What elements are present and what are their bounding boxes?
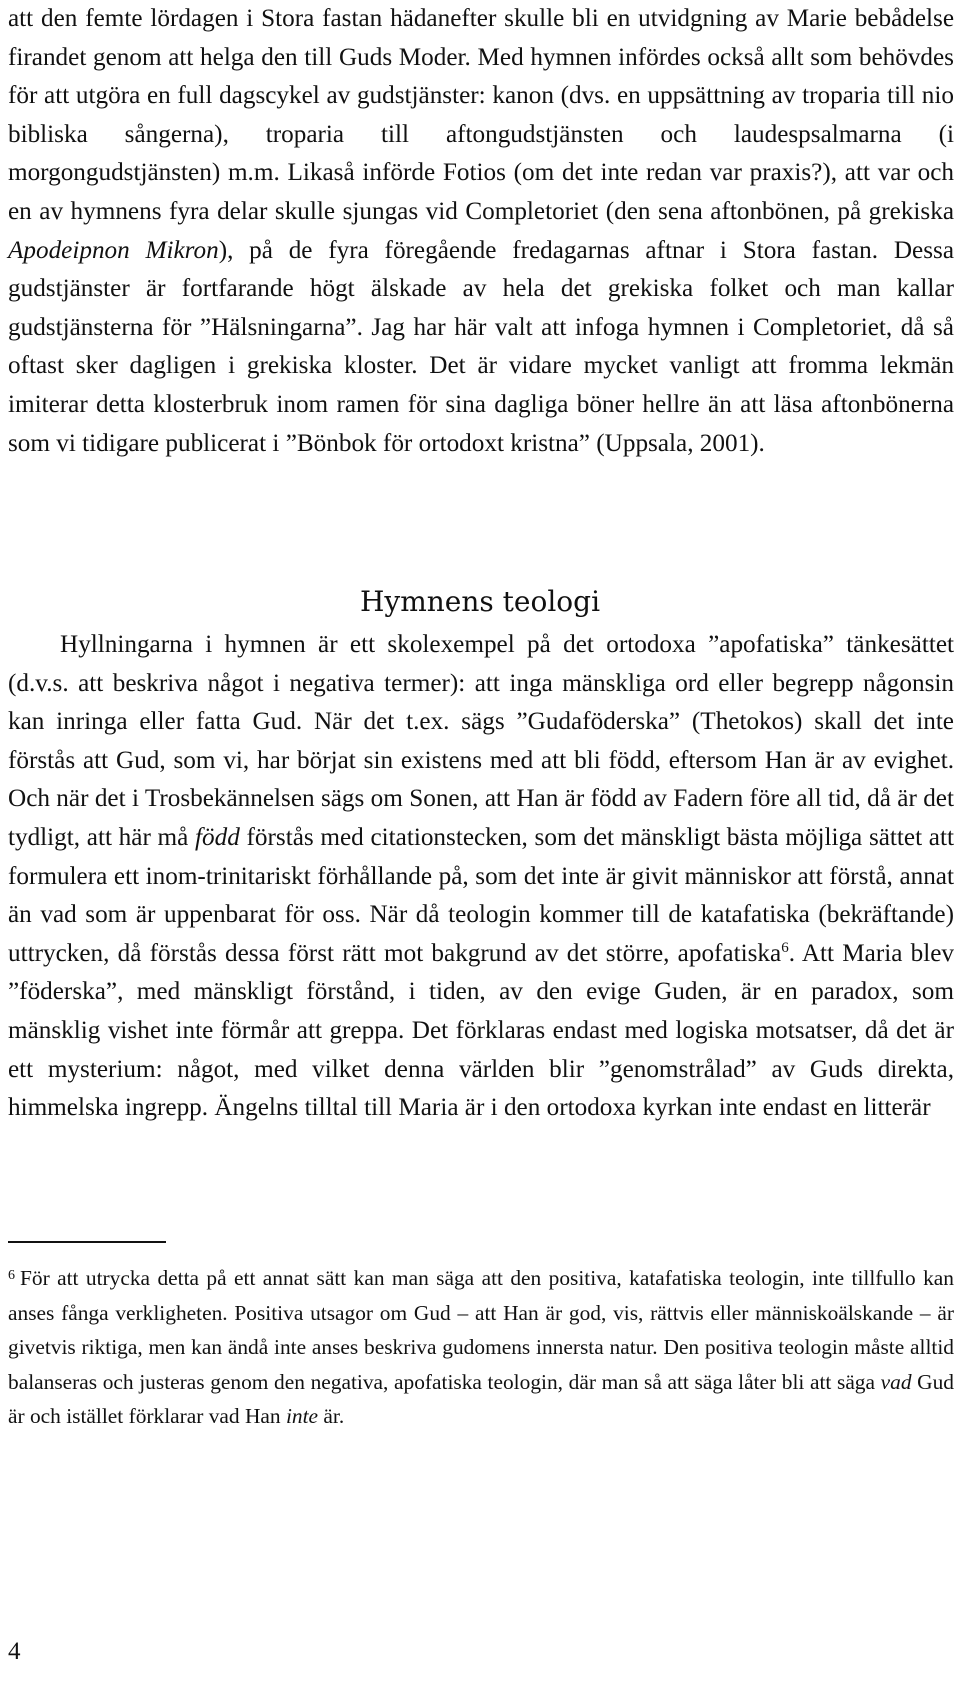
italic-term: inte [285,1404,319,1429]
footnote-number: 6 [8,1268,15,1283]
italic-term: Apodeipnon Mikron [8,236,219,264]
italic-term: vad [880,1369,912,1394]
text-run: Gud är och istället förklarar vad Han [8,1369,955,1429]
footnote-reference: 6 [781,939,789,956]
text-run: att den femte lördagen i Stora fastan hädanefter skulle bli en utvidgning av Marie bebådelse firandet genom att helga den till Guds Moder. Med hymnen infördes också allt som behövdes för att utgöra en full dagscykel av gudstjänster: kanon (dvs. en uppsättning av troparia till nio bibliska sångerna), troparia till aftongudstjänsten och laudespsalmarna (i morgongudstjänsten) m.m. Likaså införde Fotios (om det inte redan var praxis?), att var och en av hymnens fyra delar skulle sjungas vid Completoriet (den sena aftonbönen, på grekiska [8,5,954,225]
section-heading: Hymnens teologi [359,585,601,618]
paragraph-text [8,626,954,1128]
text-run: För att utrycka detta på ett annat sätt kan man säga att den positiva, katafatiska teologin, inte tillfullo kan anses fånga verkligheten. Positiva utsagor om Gud – att Han är god, vis, rättvis eller människoälskande – är givetvis riktiga, men kan ändå inte anses beskriva gudomens innersta natur. Den positiva teologin måste alltid balanseras och justeras genom den negativa, apofatiska teologin, där man så att säga låter bli att säga [8,1266,954,1394]
text-run: är. [318,1404,345,1429]
text-run: Hyllningarna i hymnen är ett skolexempel på det ortodoxa ”apofatiska” tänkesättet (d.v.s. att beskriva något i negativa termer): att inga mänskliga ord eller begrepp någonsin kan inringa eller fatta Gud. När det t.ex. sägs ”Gudaföderska” (Thetokos) skall det inte förstås att Gud, som vi, har börjat sin existens med att bli född, eftersom Han är av evighet. Och när det i Trosbekännelsen sägs om Sonen, att Han är född av Fadern före all tid, då är det tydligt, att här må [8,631,954,851]
italic-term: född [195,823,240,851]
body-paragraph-1 [8,0,954,463]
footnote [8,1261,954,1434]
text-run: ), på de fyra föregående fredagarnas aftnar i Stora fastan. Dessa gudstjänster är fortfarande högt älskade av hela det grekiska folket och man kallar gudstjänsterna för ”Hälsningarna”. Jag har här valt att infoga hymnen i Completoriet, då så oftast sker dagligen i grekiska kloster. Det är vidare mycket vanligt att fromma lekmän imiterar detta klosterbruk inom ramen för sina dagliga böner hellre än att läsa aftonbönerna som vi tidigare publicerat i ”Bönbok för ortodoxt kristna” (Uppsala, 2001). [8,236,954,457]
body-paragraph-2 [8,626,954,1128]
text-run: förstås med citationstecken, som det mänskligt bästa möjliga sättet att formulera ett inom-trinitariskt förhållande på, som det inte är givit människor att förstå, annat än vad som är uppenbarat för oss. När då teologin kommer till de katafatiska (bekräftande) uttrycken, då förstås dessa först rätt mot bakgrund av det större, apofatiska [8,823,954,967]
text-run: . Att Maria blev ”föderska”, med mänskligt förstånd, i tiden, av den evige Guden, är en paradox, som mänsklig vishet inte förmår att greppa. Det förklaras endast med logiska motsatser, då det är ett mysterium: något, med vilket denna världen blir ”genomstrålad” av Guds direkta, himmelska ingrepp. Ängelns tilltal till Maria är i den ortodoxa kyrkan inte endast en litterär [8,939,954,1122]
footnote-separator [8,1241,166,1243]
page-number: 4 [8,1638,21,1665]
paragraph-text [8,0,954,463]
